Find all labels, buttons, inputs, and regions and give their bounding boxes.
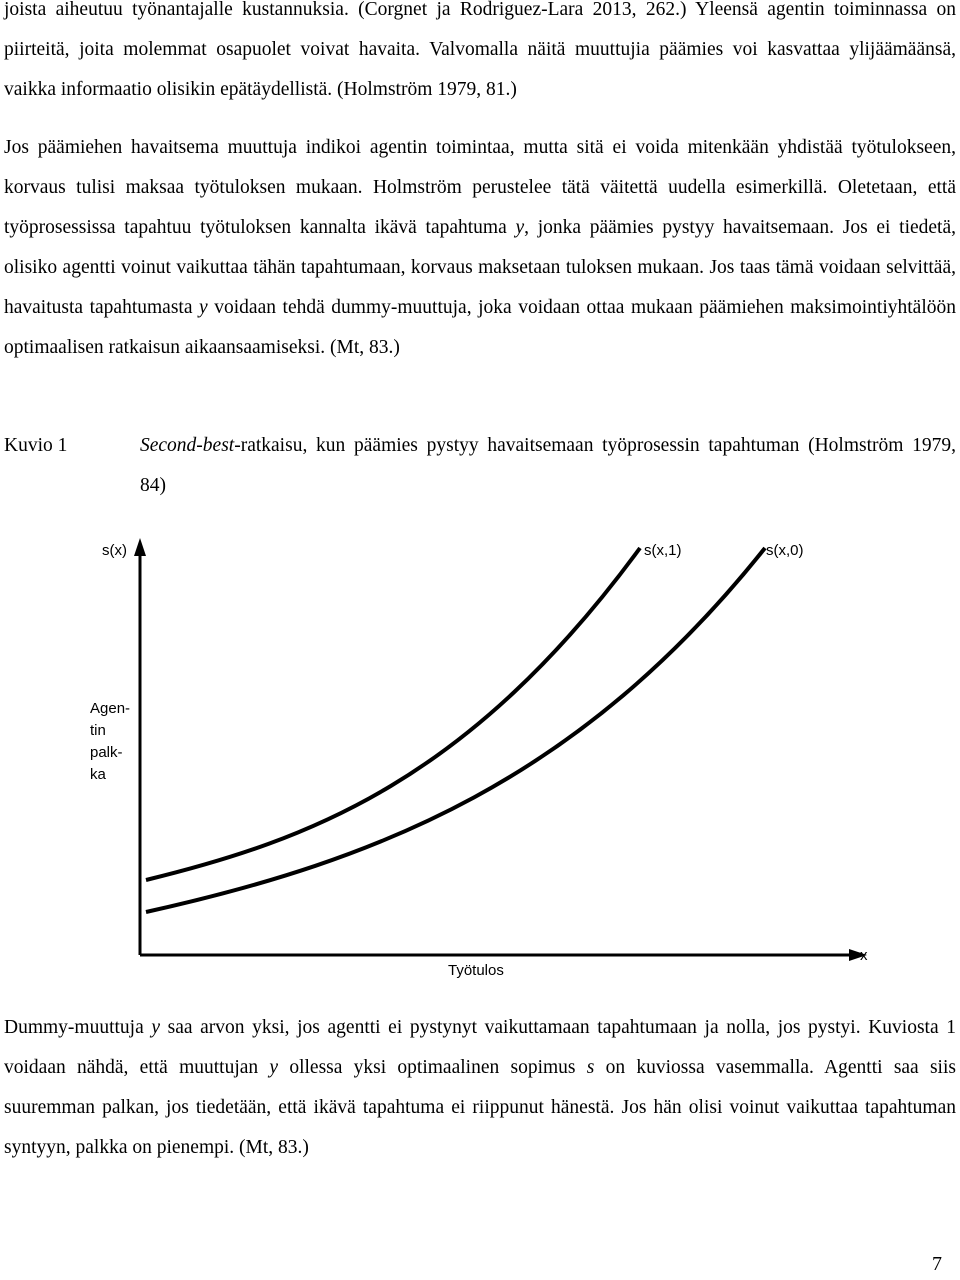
y-axis-label: s(x) xyxy=(102,542,127,559)
figure-second-best-chart xyxy=(80,530,880,980)
figure-caption-label: Kuvio 1 xyxy=(4,435,68,456)
curve-s-x-1 xyxy=(146,548,640,880)
curve-lower-label: s(x,0) xyxy=(766,542,804,559)
x-title: Työtulos xyxy=(448,962,504,979)
y-axis-arrow xyxy=(134,538,146,556)
y-title-line-1: Agen- xyxy=(90,700,131,717)
curve-s-x-0 xyxy=(146,548,765,912)
paragraph-intro: joista aiheutuu työnantajalle kustannuksia. (Corgnet ja Rodriguez-Lara 2013, 262.) Yleensä agentin toiminnassa on piirteitä, joita molemmat osapuolet voivat havaita. Valvomalla näitä muuttujia päämies voi kasvattaa ylijäämäänsä, vaikka informaatio olisikin epätäydellistä. (Holmström 1979, 81.) xyxy=(4,0,956,100)
figure-caption: Second-best-ratkaisu, kun päämies pystyy havaitsemaan työprosessin tapahtuman (Holmström 1979, 84) xyxy=(140,435,956,496)
page-number: 7 xyxy=(932,1253,942,1275)
y-title-line-3: palk- xyxy=(90,744,123,761)
x-axis-label: x xyxy=(860,947,868,964)
paragraph-holmstrom-example: Jos päämiehen havaitsema muuttuja indikoi agentin toimintaa, mutta sitä ei voida mitenkään yhdistää työtulokseen, korvaus tulisi maksaa työtuloksen mukaan. Holmström perustelee tätä väitettä uudella esimerkillä. Oletetaan, että työprosessissa tapahtuu työtuloksen kannalta ikävä tapahtuma y, jonka päämies pystyy havaitsemaan. Jos ei tiedetä, olisiko agentti voinut vaikuttaa tähän tapahtumaan, korvaus maksetaan tuloksen mukaan. Jos taas tämä voidaan selvittää, havaitusta tapahtumasta y voidaan tehdä dummy-muuttuja, joka voidaan ottaa mukaan päämiehen maksimointiyhtälöön optimaalisen ratkaisun aikaansaamiseksi. (Mt, 83.) xyxy=(4,137,957,358)
curve-upper-label: s(x,1) xyxy=(644,542,682,559)
y-title-line-4: ka xyxy=(90,766,106,783)
y-title-line-2: tin xyxy=(90,722,106,739)
paragraph-dummy-variable: Dummy-muuttuja y saa arvon yksi, jos agentti ei pystynyt vaikuttamaan tapahtumaan ja nolla, jos pystyi. Kuviosta 1 voidaan nähdä, että muuttujan y ollessa yksi optimaalinen sopimus s on kuviossa vasemmalla. Agentti saa siis suuremman palkan, jos tiedetään, että ikävä tapahtuma ei riippunut hänestä. Jos hän olisi voinut vaikuttaa tapahtuman syntyyn, palkka on pienempi. (Mt, 83.) xyxy=(4,1017,956,1158)
